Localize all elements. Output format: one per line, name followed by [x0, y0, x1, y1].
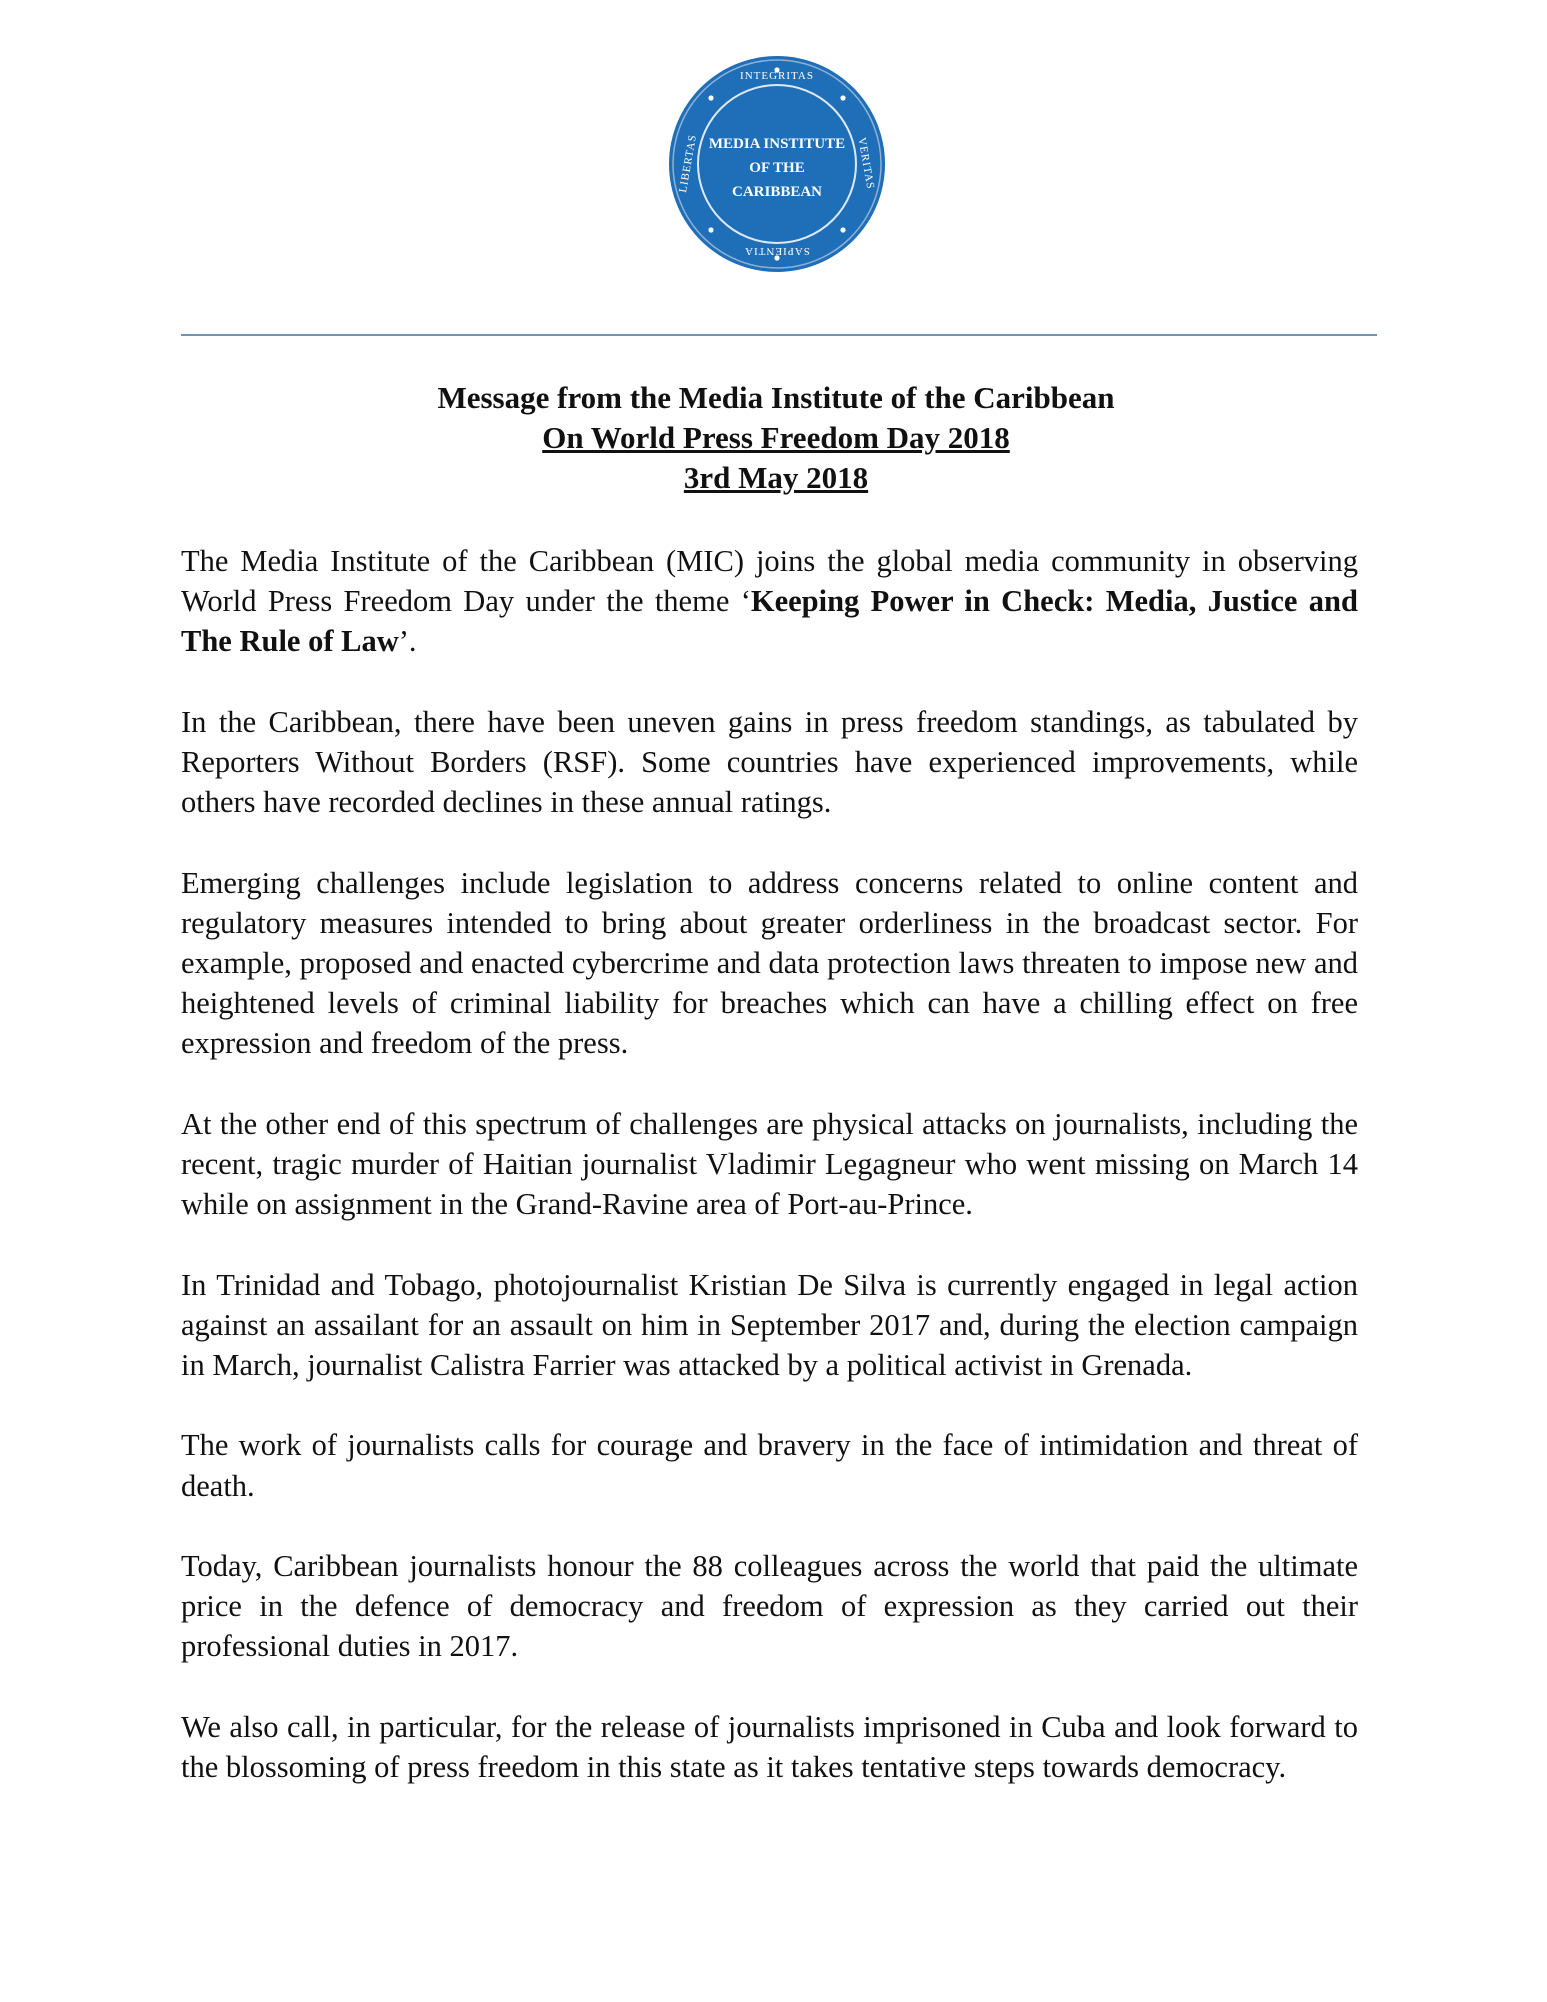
mic-logo: [667, 54, 887, 274]
heading-date: 3rd May 2018: [683, 460, 869, 495]
paragraph-7: Today, Caribbean journalists honour the 88 colleagues across the world that paid the ultimate price in the defence of democracy and freedom of expression as they carried out their professional duties in 2017.: [181, 1548, 1358, 1664]
theme-text: Keeping Power in Check: Media, Justice and The Rule of Law: [181, 584, 1358, 659]
heading-title: Message from the Media Institute of the Caribbean: [437, 380, 1115, 415]
paragraph-8: We also call, in particular, for the release of journalists imprisoned in Cuba and look forward to the blossoming of press freedom in this state as it takes tentative steps towards democracy.: [181, 1709, 1358, 1784]
paragraph-6: The work of journalists calls for courage and bravery in the face of intimidation and threat of death.: [181, 1428, 1358, 1503]
paragraph-5: In Trinidad and Tobago, photojournalist Kristian De Silva is currently engaged in legal action against an assailant for an assault on him in September 2017 and, during the election campaign in March, journalist Calistra Farrier was attacked by a political activist in Grenada.: [181, 1267, 1358, 1382]
paragraph-2: In the Caribbean, there have been uneven gains in press freedom standings, as tabulated by Reporters Without Borders (RSF). Some countries have experienced improvements, while others have recorded declines in these annual ratings.: [181, 704, 1358, 820]
logo-name-line3: CARIBBEAN: [731, 184, 823, 200]
paragraph-1-end: ’.: [398, 624, 417, 659]
logo-ring-right-text: VERITAS: [855, 136, 877, 191]
document-heading: [181, 378, 1371, 498]
document-body: [181, 541, 1358, 1827]
paragraph-1: [181, 541, 1358, 662]
paragraph-4: At the other end of this spectrum of challenges are physical attacks on journalists, including the recent, tragic murder of Haitian journalist Vladimir Legagneur who went missing on March 14 while on assignment in the Grand-Ravine area of Port-au-Prince.: [181, 1106, 1358, 1222]
logo-ring-bottom-text: SAPIENTIA: [744, 245, 810, 257]
heading-subtitle: On World Press Freedom Day 2018: [542, 420, 1010, 455]
paragraph-3: Emerging challenges include legislation to address concerns related to online content and regulatory measures intended to bring about greater orderliness in the broadcast sector. For example, proposed and enacted cybercrime and data protection laws threaten to impose new and heightened levels of criminal liability for breaches which can have a chilling effect on free expression and freedom of the press.: [181, 865, 1358, 1061]
logo-name-line1: MEDIA INSTITUTE: [708, 136, 846, 152]
logo-name-line2: OF THE: [749, 160, 805, 176]
logo-ring-left-text: LIBERTAS: [677, 133, 700, 194]
paragraph-1-text: The Media Institute of the Caribbean (MIC) joins the global media community in observing World Press Freedom Day under the theme ‘: [181, 544, 1358, 619]
mic-seal-graphic: [667, 54, 887, 274]
logo-ring-top-text: INTEGRITAS: [740, 70, 814, 82]
header-divider: [181, 334, 1377, 336]
